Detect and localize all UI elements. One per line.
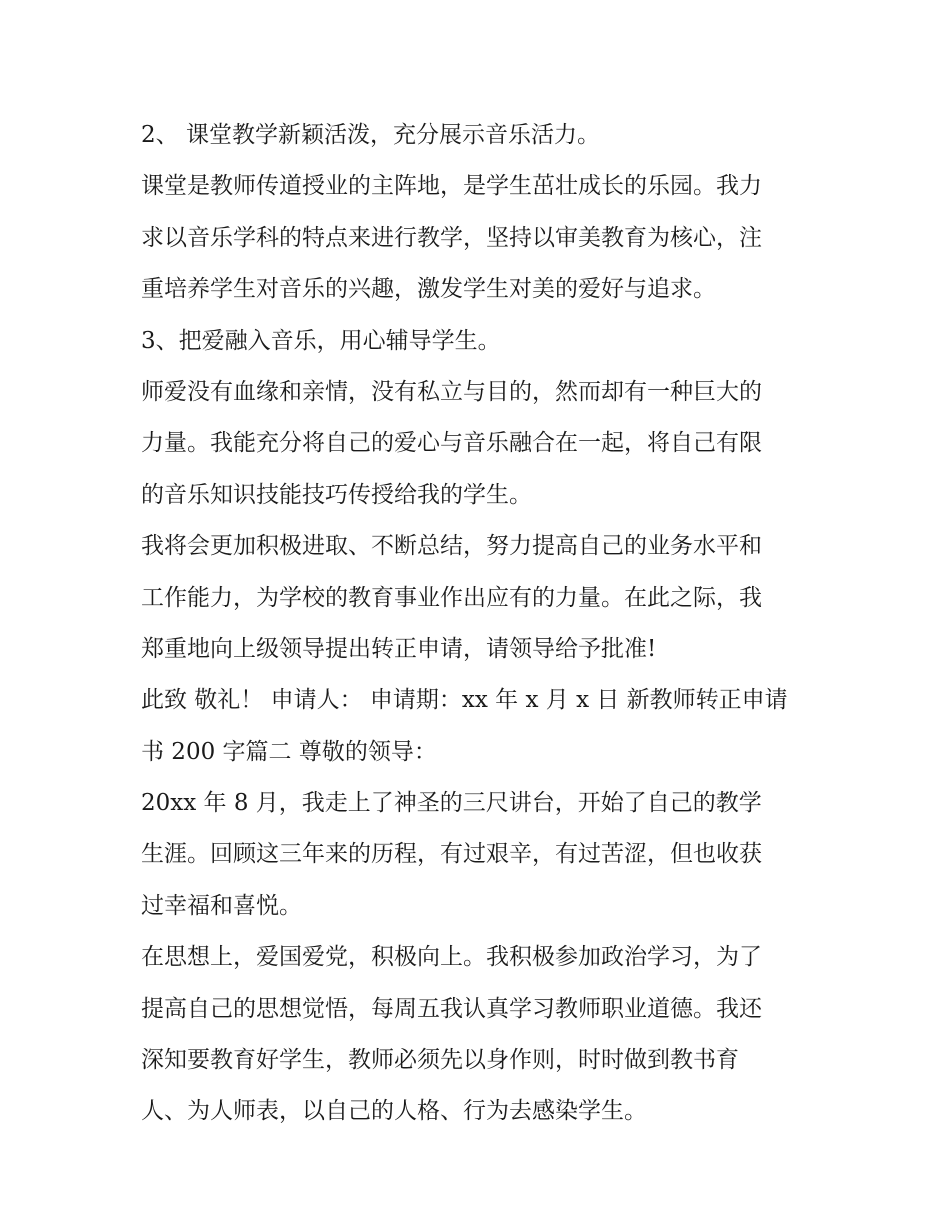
paragraph-line: 课堂是教师传道授业的主阵地，是学生茁壮成长的乐园。我力 bbox=[141, 173, 762, 200]
paragraph-line: 的音乐知识技能技巧传授给我的学生。 bbox=[141, 481, 532, 508]
section-heading-2: 2、 课堂教学新颖活泼，充分展示音乐活力。 bbox=[141, 122, 600, 148]
paragraph-line: 力量。我能充分将自己的爱心与音乐融合在一起，将自己有限 bbox=[141, 430, 762, 457]
paragraph-line: 在思想上，爱国爱党，积极向上。我积极参加政治学习，为了 bbox=[141, 944, 762, 971]
paragraph-line: 我将会更加积极进取、不断总结，努力提高自己的业务水平和 bbox=[141, 533, 762, 560]
closing-line: 此致 敬礼！ 申请人： 申请期：xx 年 x 月 x 日 新教师转正申请 bbox=[141, 687, 788, 714]
paragraph-line: 生涯。回顾这三年来的历程，有过艰辛，有过苦涩，但也收获 bbox=[141, 841, 762, 868]
paragraph-line: 师爱没有血缘和亲情，没有私立与目的，然而却有一种巨大的 bbox=[141, 378, 762, 405]
paragraph-line: 求以音乐学科的特点来进行教学，坚持以审美教育为核心，注 bbox=[141, 224, 762, 251]
paragraph-line: 深知要教育好学生，教师必须先以身作则，时时做到教书育 bbox=[141, 1047, 739, 1074]
document-body bbox=[141, 110, 821, 1138]
paragraph-line: 20xx 年 8 月，我走上了神圣的三尺讲台，开始了自己的教学 bbox=[141, 790, 762, 817]
paragraph-line: 过幸福和喜悦。 bbox=[141, 892, 302, 919]
paragraph-line: 工作能力，为学校的教育事业作出应有的力量。在此之际，我 bbox=[141, 584, 762, 611]
section-heading-3: 3、把爱融入音乐，用心辅导学生。 bbox=[141, 327, 501, 354]
closing-line: 书 200 字篇二 尊敬的领导： bbox=[141, 738, 437, 765]
paragraph-line: 提高自己的思想觉悟，每周五我认真学习教师职业道德。我还 bbox=[141, 995, 762, 1022]
paragraph-line: 郑重地向上级领导提出转正申请，请领导给予批准! bbox=[141, 635, 657, 662]
paragraph-line: 人、为人师表，以自己的人格、行为去感染学生。 bbox=[141, 1098, 647, 1125]
paragraph-line: 重培养学生对音乐的兴趣，激发学生对美的爱好与追求。 bbox=[141, 276, 716, 303]
